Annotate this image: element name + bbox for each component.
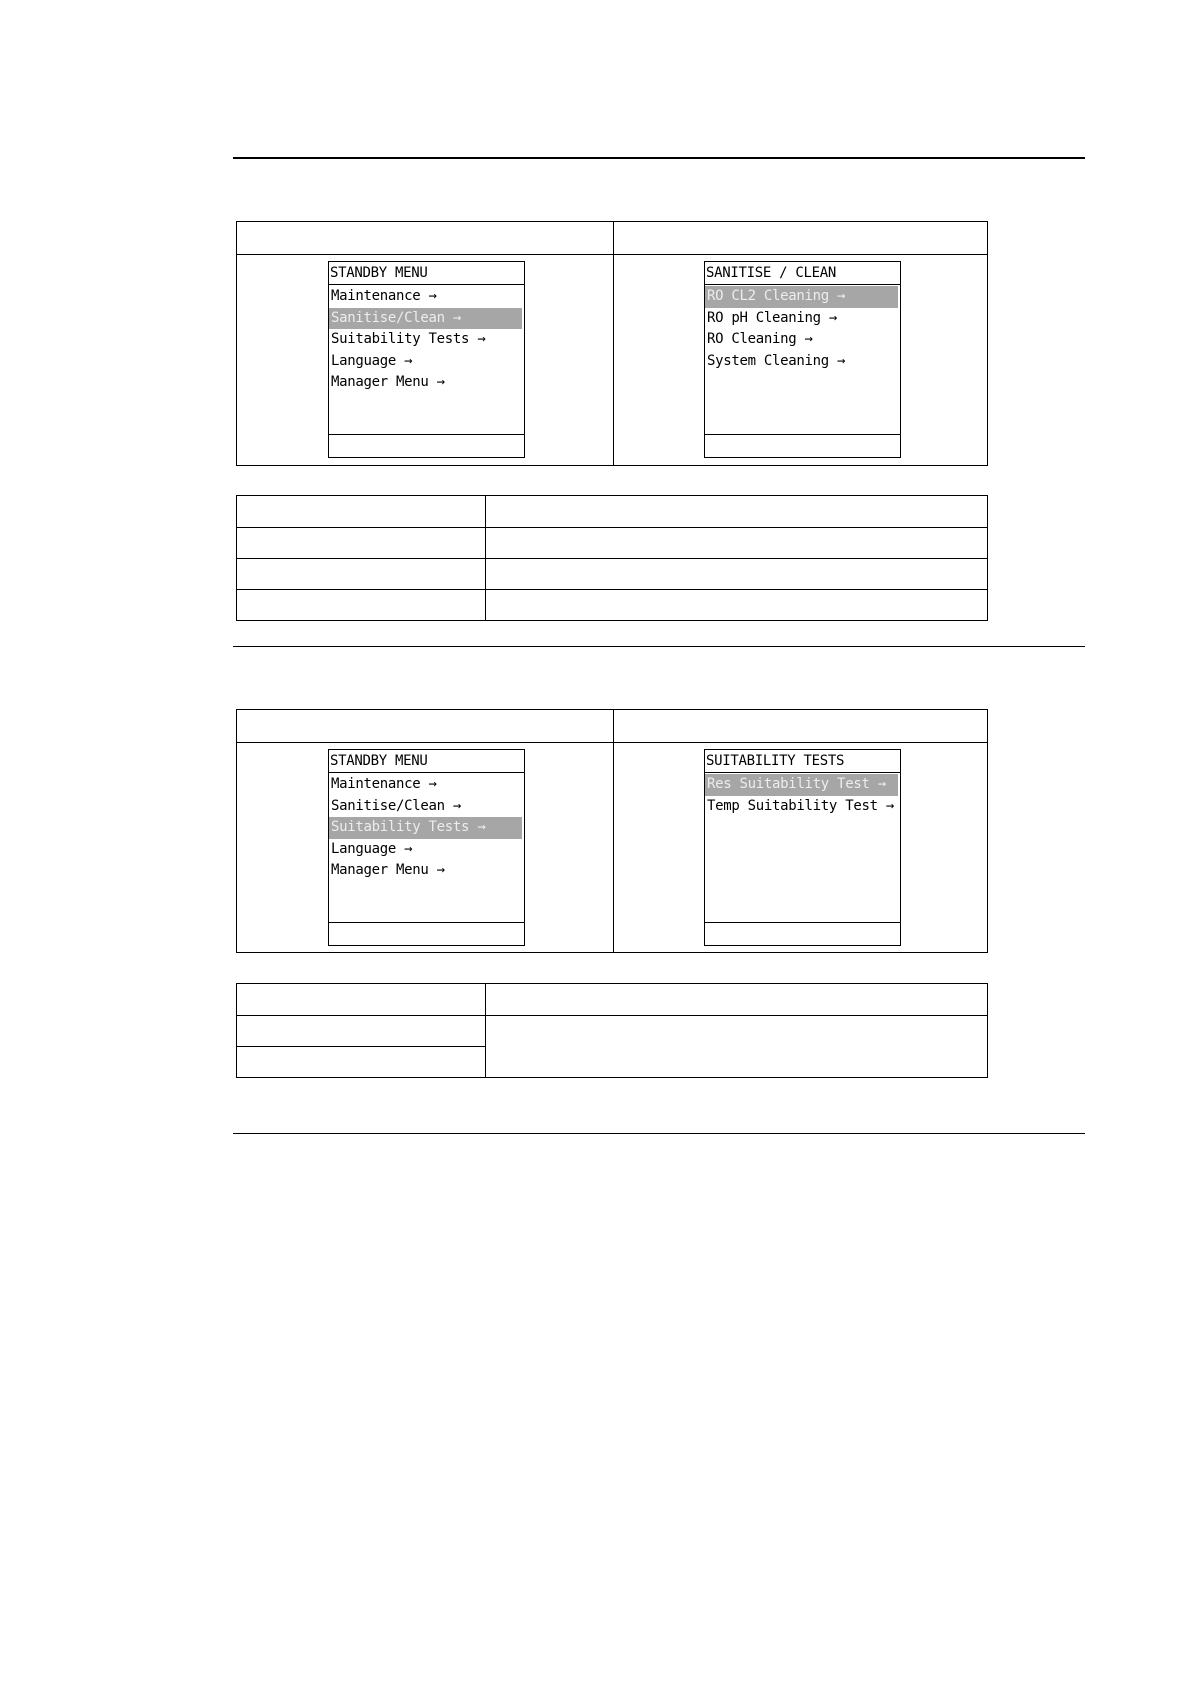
suitability-tests-screen (704, 749, 901, 946)
menu-item-language[interactable]: Language → (331, 352, 413, 369)
screen-table-header (237, 222, 987, 255)
menu-item-res-suitability-test[interactable]: Res Suitability Test → (705, 774, 898, 796)
screen-footer (329, 922, 524, 945)
menu-item-maintenance[interactable]: Maintenance → (331, 288, 437, 304)
sanitise-clean-screen (704, 261, 901, 458)
menu-item-maintenance[interactable]: Maintenance → (331, 776, 437, 792)
menu-item-temp-suitability-test[interactable]: Temp Suitability Test → (707, 797, 894, 814)
screen-title: SUITABILITY TESTS (705, 750, 900, 773)
screen-title: STANDBY MENU (329, 262, 524, 285)
table-row (237, 1016, 988, 1047)
menu-item-suitability-tests[interactable]: Suitability Tests → (329, 817, 522, 839)
section-divider-2 (233, 1133, 1085, 1134)
menu-item-ro-cl2-cleaning[interactable]: RO CL2 Cleaning → (705, 286, 898, 308)
screen-table-column-divider (613, 710, 614, 952)
screen-table-header (237, 710, 987, 743)
table-row (237, 559, 988, 590)
menu-item-system-cleaning[interactable]: System Cleaning → (707, 352, 846, 369)
screen-title: STANDBY MENU (329, 750, 524, 773)
top-rule (233, 157, 1085, 159)
section1-screen-table (236, 221, 988, 466)
menu-item-ro-ph-cleaning[interactable]: RO pH Cleaning → (707, 309, 838, 326)
screen-footer (329, 434, 524, 457)
screen-title: SANITISE / CLEAN (705, 262, 900, 285)
section2-screen-table (236, 709, 988, 953)
menu-item-suitability-tests[interactable]: Suitability Tests → (331, 331, 486, 347)
section2-key-table (236, 983, 988, 1078)
standby-menu-screen (328, 261, 525, 458)
section-divider-1 (233, 646, 1085, 647)
menu-item-manager-menu[interactable]: Manager Menu → (331, 374, 445, 390)
menu-item-language[interactable]: Language → (331, 840, 413, 857)
standby-menu-screen (328, 749, 525, 946)
screen-footer (705, 434, 900, 457)
section1-key-table (236, 495, 988, 621)
screen-table-column-divider (613, 222, 614, 465)
table-row (237, 496, 988, 528)
menu-item-ro-cleaning[interactable]: RO Cleaning → (707, 331, 813, 347)
screen-footer (705, 922, 900, 945)
menu-item-sanitise-clean[interactable]: Sanitise/Clean → (331, 797, 462, 814)
table-row (237, 528, 988, 559)
menu-item-sanitise-clean[interactable]: Sanitise/Clean → (329, 308, 522, 330)
table-row (237, 590, 988, 621)
menu-item-manager-menu[interactable]: Manager Menu → (331, 862, 445, 878)
table-row (237, 984, 988, 1016)
